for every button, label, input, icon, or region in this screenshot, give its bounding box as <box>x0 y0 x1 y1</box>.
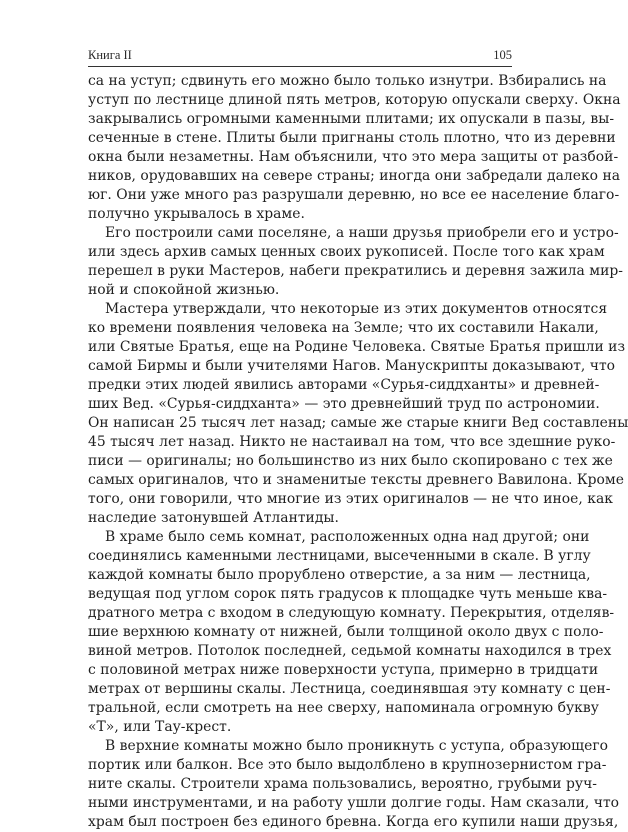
text-line: ной и спокойной жизнью. <box>88 282 280 298</box>
text-line: виной метров. Потолок последней, седьмой комнаты находился в трех <box>88 643 612 659</box>
header-rule <box>88 66 512 67</box>
page-number: 105 <box>493 48 512 62</box>
text-line: Мастера утверждали, что некоторые из этих документов относятся <box>105 301 608 317</box>
text-line: писи — оригиналы; но большинство из них было скопировано с тех же <box>88 453 613 469</box>
text-line: Его построили сами поселяне, а наши друзья приобрели его и устро- <box>105 225 619 241</box>
text-line: каждой комнаты было прорублено отверстие, а за ним — лестница, <box>88 567 591 583</box>
text-line: самой Бирмы и были учителями Нагов. Манускрипты доказывают, что <box>88 358 616 374</box>
text-line: окна были незаметны. Нам объяснили, что это мера защиты от разбой- <box>88 149 619 165</box>
text-line: Он написан 25 тысяч лет назад; самые же старые книги Вед составлены <box>88 415 628 431</box>
text-line: получно укрывалось в храме. <box>88 206 305 222</box>
text-line: самых оригиналов, что и знаменитые тексты древнего Вавилона. Кроме <box>88 472 624 488</box>
text-line: шие верхнюю комнату от нижней, были толщиной около двух с поло- <box>88 624 604 640</box>
text-line: тральной, если смотреть на нее сверху, напоминала огромную букву <box>88 700 599 716</box>
text-line: или Святые Братья, еще на Родине Человека. Святые Братья пришли из <box>88 339 626 355</box>
text-line: наследие затонувшей Атлантиды. <box>88 510 339 526</box>
text-line: или здесь архив самых ценных своих рукописей. После того как храм <box>88 244 605 260</box>
text-line: са на уступ; сдвинуть его можно было только изнутри. Взбирались на <box>88 73 607 89</box>
text-line: В верхние комнаты можно было проникнуть с уступа, образующего <box>105 738 609 754</box>
text-line: дратного метра с входом в следующую комнату. Перекрытия, отделяв- <box>88 605 615 621</box>
text-line: храм был построен без единого бревна. Когда его купили наши друзья, <box>88 814 619 830</box>
text-line: юг. Они уже много раз разрушали деревню, но все ее население благо- <box>88 187 620 203</box>
text-line: «Т», или Тау-крест. <box>88 719 232 735</box>
text-line: закрывались огромными каменными плитами; их опускали в пазы, вы- <box>88 111 615 127</box>
text-line: ведущая под углом сорок пять градусов к площадке чуть меньше ква- <box>88 586 608 602</box>
text-line: с половиной метрах ниже поверхности уступа, примерно в тридцати <box>88 662 599 678</box>
book-title: Книга II <box>88 48 132 62</box>
text-line: ших Вед. «Сурья-сиддханта» — это древнейший труд по астрономии. <box>88 396 600 412</box>
text-line: сеченные в стене. Плиты были пригнаны столь плотно, что из деревни <box>88 130 616 146</box>
text-line: предки этих людей явились авторами «Сурья-сиддханты» и древней- <box>88 377 600 393</box>
text-line: уступ по лестнице длиной пять метров, которую опускали сверху. Окна <box>88 92 621 108</box>
text-line: портик или балкон. Все это было выдолблено в крупнозернистом гра- <box>88 757 607 773</box>
text-line: ните скалы. Строители храма пользовались, вероятно, грубыми руч- <box>88 776 597 792</box>
running-header <box>88 48 512 63</box>
text-line: соединялись каменными лестницами, высеченными в скале. В углу <box>88 548 591 564</box>
text-line: метрах от вершины скалы. Лестница, соединявшая эту комнату с цен- <box>88 681 611 697</box>
text-line: ко времени появления человека на Земле; что их составили Накали, <box>88 320 599 336</box>
text-line: 45 тысяч лет назад. Никто не настаивал на том, что все здешние руко- <box>88 434 616 450</box>
text-line: того, они говорили, что многие из этих оригиналов — не что иное, как <box>88 491 613 507</box>
text-line: В храме было семь комнат, расположенных одна над другой; они <box>105 529 590 545</box>
body-text <box>88 72 628 832</box>
text-line: перешел в руки Мастеров, набеги прекратились и деревня зажила мир- <box>88 263 623 279</box>
text-line: ными инструментами, и на работу ушли долгие годы. Нам сказали, что <box>88 795 620 811</box>
text-line: ников, орудовавших на севере страны; иногда они забредали далеко на <box>88 168 621 184</box>
